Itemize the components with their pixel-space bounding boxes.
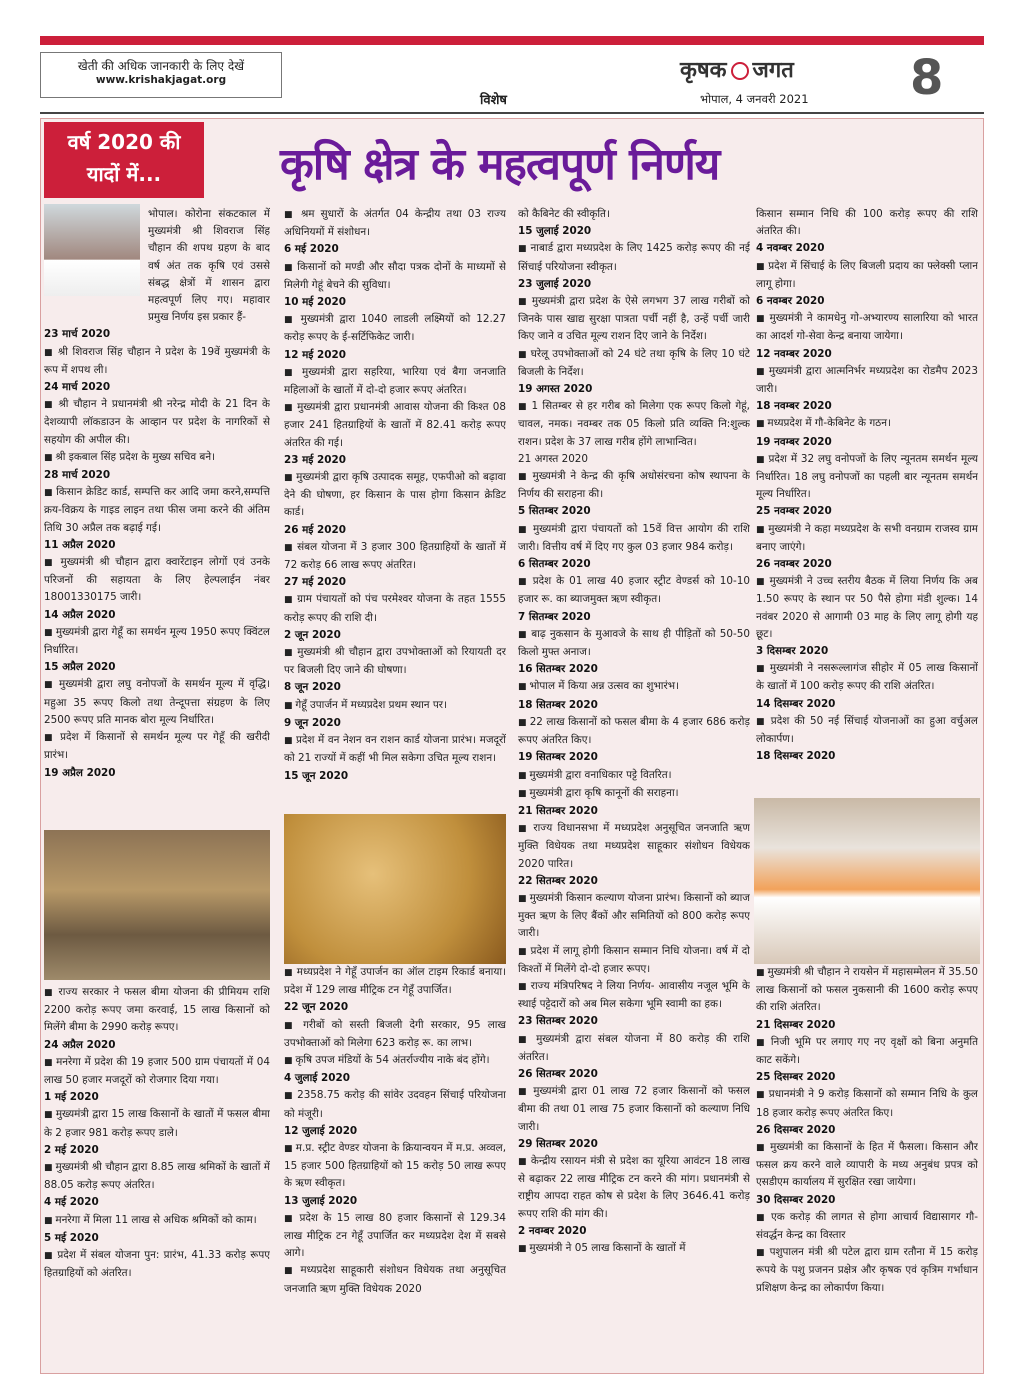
date-heading: 15 जुलाई 2020: [518, 225, 592, 238]
decision-item: ■ मुख्यमंत्री ने नसरूल्लागंज सीहोर में 05 लाख किसानों के खातों में 100 करोड़ रूपए की राशि अंतरित।: [756, 660, 978, 695]
date-heading: 25 नवम्बर 2020: [756, 505, 832, 518]
decision-item: ■ मुख्यमंत्री ने कहा मध्यप्रदेश के सभी वनग्राम राजस्व ग्राम बनाए जाएंगे।: [756, 521, 978, 556]
decision-item: ■ कृषि उपज मंडियों के 54 अंतर्राज्यीय नाके बंद होंगे।: [284, 1052, 506, 1070]
date-heading: 6 नवम्बर 2020: [756, 295, 825, 308]
date-heading: 18 सितम्बर 2020: [518, 698, 598, 711]
decision-item: ■ किसानों को मण्डी और सौदा पत्रक दोनों के माध्यमों से मिलेगी गेहूं बेचने की सुविधा।: [284, 259, 506, 294]
decision-item: ■ संबल योजना में 3 हजार 300 हितग्राहियों के खातों में 72 करोड़ 66 लाख रूपए अंतरित।: [284, 539, 506, 574]
date-heading: 25 दिसम्बर 2020: [756, 1071, 836, 1084]
decision-item: ■ मनरेगा में प्रदेश की 19 हजार 500 ग्राम पंचायतों में 04 लाख 50 हजार मजदूरों को रोजगार दिया गया।: [44, 1054, 270, 1089]
date-heading: 30 दिसम्बर 2020: [756, 1193, 836, 1206]
decision-item: ■ मुख्यमंत्री का किसानों के हित में फैसला। किसान और फसल क्रय करने वाले व्यापारी के मध्य अनुबंध प्रपत्र को एसडीएम कार्यालय में सुरक्षित रखा जायेगा।: [756, 1139, 978, 1192]
date-heading: 27 मई 2020: [284, 576, 346, 589]
decision-item: ■ निजी भूमि पर लगाए गए नए वृक्षों को बिना अनुमति काट सकेंगे।: [756, 1034, 978, 1069]
masthead: [40, 52, 984, 108]
date-heading: 16 सितम्बर 2020: [518, 663, 598, 676]
decision-item: ■ प्रदेश में वन नेशन वन राशन कार्ड योजना प्रारंभ। मजदूरों को 21 राज्यों में कहीं भी मिल सकेगा उचित मूल्य राशन।: [284, 732, 506, 767]
decision-item: ■ राज्य विधानसभा में मध्यप्रदेश अनुसूचित जनजाति ऋण मुक्ति विधेयक तथा मध्यप्रदेश साहूकार संशोधन विधेयक 2020 पारित।: [518, 820, 750, 873]
date-heading: 21 दिसम्बर 2020: [756, 1018, 836, 1031]
date-heading: 22 सितम्बर 2020: [518, 874, 598, 887]
cheque-ceremony-photo: [754, 798, 980, 964]
decision-item: ■ मुख्यमंत्री द्वारा पंचायतों को 15वें वित्त आयोग की राशि जारी। वित्तीय वर्ष में दिए गए कुल 03 हजार 984 करोड़।: [518, 521, 750, 556]
decision-item: ■ एक करोड़ की लागत से होगा आचार्य विद्यासागर गौ-संवर्द्धन केन्द्र का विस्तार: [756, 1209, 978, 1244]
website-url[interactable]: www.krishakjagat.org: [95, 74, 227, 86]
decision-item: ■ मुख्यमंत्री द्वारा कृषि उत्पादक समूह, एफपीओ को बढ़ावा देने की घोषणा, हर किसान के पास होगा किसान क्रेडिट कार्ड।: [284, 469, 506, 522]
date-heading: 5 सितम्बर 2020: [518, 505, 591, 518]
banner-line-1: वर्ष 2020 की: [67, 130, 181, 154]
date-heading: 14 अप्रैल 2020: [44, 608, 116, 621]
decision-item: ■ म.प्र. स्ट्रीट वेण्डर योजना के क्रियान्वयन में म.प्र. अव्वल, 15 हजार 500 हितग्राहियों को 15 करोड़ 50 लाख रूपए के ऋण स्वीकृत।: [284, 1140, 506, 1193]
decision-item: ■ मनरेगा में मिला 11 लाख से अधिक श्रमिकों को काम।: [44, 1212, 270, 1230]
date-heading: 19 नवम्बर 2020: [756, 435, 832, 448]
date-heading: 26 सितम्बर 2020: [518, 1067, 598, 1080]
decision-item: ■ श्री शिवराज सिंह चौहान ने प्रदेश के 19वें मुख्यमंत्री के रूप में शपथ ली।: [44, 344, 270, 379]
decision-item: ■ बाढ़ नुकसान के मुआवजे के साथ ही पीड़ितों को 50-50 किलो मुफ्त अनाज।: [518, 626, 750, 661]
decision-item: ■ मुख्यमंत्री द्वारा कृषि कानूनों की सराहना।: [518, 785, 750, 803]
decision-item: ■ मुख्यमंत्री ने केन्द्र की कृषि अधोसंरचना कोष स्थापना के निर्णय की सराहना की।: [518, 468, 750, 503]
date-heading: 10 मई 2020: [284, 296, 346, 309]
decision-item: ■ मध्यप्रदेश में गौ-केबिनेट के गठन।: [756, 415, 978, 433]
decision-item: ■ मुख्यमंत्री द्वारा गेहूँ का समर्थन मूल्य 1950 रूपए क्विंटल निर्धारित।: [44, 624, 270, 659]
date-heading: 6 सितम्बर 2020: [518, 558, 591, 571]
date-heading: 2 मई 2020: [44, 1143, 99, 1156]
top-red-bar: [40, 36, 984, 45]
logo-left-text: कृषक: [680, 57, 727, 83]
date-heading: 14 दिसम्बर 2020: [756, 697, 836, 710]
date-heading: 4 मई 2020: [44, 1196, 99, 1209]
decision-item: ■ प्रदेश के 15 लाख 80 हजार किसानों से 129.34 लाख मीट्रिक टन गेहूँ उपार्जित कर मध्यप्रदेश देश में सबसे आगे।: [284, 1210, 506, 1263]
decision-item: ■ 1 सितम्बर से हर गरीब को मिलेगा एक रूपए किलो गेहूं, चावल, नमक। नवम्बर तक 05 किलो प्रति व्यक्ति नि:शुल्क राशन। प्रदेश के 37 लाख गरीब होंगे लाभान्वित।: [518, 398, 750, 451]
decision-item: ■ 2358.75 करोड़ की सांवेर उदवहन सिंचाई परियोजना को मंजूरी।: [284, 1087, 506, 1122]
date-heading: 11 अप्रैल 2020: [44, 538, 116, 551]
decision-item: ■ श्री चौहान ने प्रधानमंत्री श्री नरेन्द्र मोदी के 21 दिन के देशव्यापी लॉकडाउन के आव्हान पर प्रदेश के नागरिकों से सहयोग की अपील की।: [44, 396, 270, 449]
decision-item: ■ मुख्यमंत्री द्वारा वनाधिकार पट्टे वितरित।: [518, 767, 750, 785]
decision-item: ■ मुख्यमंत्री ने कामधेनु गो-अभ्यारण्य सालारिया को भारत का आदर्श गो-सेवा केन्द्र बनाया जायेगा।: [756, 310, 978, 345]
date-heading: 28 मार्च 2020: [44, 469, 111, 482]
wheat-photo: [284, 814, 506, 964]
decision-item: ■ मुख्यमंत्री किसान कल्याण योजना प्रारंभ। किसानों को ब्याज मुक्त ऋण के लिए बैंकों और समितियों को 800 करोड़ रूपए जारी।: [518, 890, 750, 943]
decision-item: ■ प्रधानमंत्री ने 9 करोड़ किसानों को सम्मान निधि के कुल 18 हजार करोड़ रूपए अंतरित किए।: [756, 1086, 978, 1121]
article-title: कृषि क्षेत्र के महत्वपूर्ण निर्णय: [280, 139, 720, 190]
date-heading: 24 मार्च 2020: [44, 381, 111, 394]
website-promo-text: खेती की अधिक जानकारी के लिए देखें: [77, 59, 245, 73]
decision-item: ■ मुख्यमंत्री श्री चौहान द्वारा क्वारेंटाइन लोगों एवं उनके परिजनों की सहायता के लिए हेल्पलाईन नंबर 18001330175 जारी।: [44, 554, 270, 607]
date-heading: 21 सितम्बर 2020: [518, 804, 598, 817]
decision-item: ■ गेहूँ उपार्जन में मध्यप्रदेश प्रथम स्थान पर।: [284, 697, 506, 715]
date-heading: 5 मई 2020: [44, 1231, 99, 1244]
date-heading: 22 जून 2020: [284, 1001, 349, 1014]
newspaper-logo: [680, 54, 794, 84]
date-heading: 2 नवम्बर 2020: [518, 1224, 587, 1237]
decision-item: ■ श्रम सुधारों के अंतर्गत 04 केन्द्रीय तथा 03 राज्य अधिनियमों में संशोधन।: [284, 206, 506, 241]
decision-item: ■ मुख्यमंत्री द्वारा 1040 लाडली लक्ष्मियों को 12.27 करोड़ रूपए के ई-सर्टिफिकेट जारी।: [284, 311, 506, 346]
issue-date: भोपाल, 4 जनवरी 2021: [700, 92, 809, 106]
year-banner: [44, 122, 204, 198]
decision-item: ■ मुख्यमंत्री द्वारा सहरिया, भारिया एवं बैगा जनजाति महिलाओं के खातों में दो-दो हजार रूपए अंतरित।: [284, 364, 506, 399]
banner-line-2: यादों में...: [86, 162, 162, 186]
decision-item: ■ मुख्यमंत्री श्री चौहान द्वारा उपभोक्ताओं को रियायती दर पर बिजली दिए जाने की घोषणा।: [284, 644, 506, 679]
date-heading: 23 जुलाई 2020: [518, 277, 592, 290]
decision-item: ■ राज्य मंत्रिपरिषद ने लिया निर्णय- आवासीय नजूल भूमि के स्थाई पट्टेदारों को अब मिल सकेगा भूमि स्वामी का हक।: [518, 978, 750, 1013]
date-heading: 2 जून 2020: [284, 628, 341, 641]
date-heading: 4 जुलाई 2020: [284, 1072, 350, 1085]
decision-item: ■ प्रदेश में किसानों से समर्थन मूल्य पर गेहूँ की खरीदी प्रारंभ।: [44, 729, 270, 764]
decision-item: ■ घरेलू उपभोक्ताओं को 24 घंटे तथा कृषि के लिए 10 घंटे बिजली के निर्देश।: [518, 346, 750, 381]
website-box[interactable]: [40, 52, 282, 98]
date-heading: 23 सितम्बर 2020: [518, 1015, 598, 1028]
date-heading: 29 सितम्बर 2020: [518, 1137, 598, 1150]
date-heading: 9 जून 2020: [284, 716, 341, 729]
continued-text: किसान सम्मान निधि की 100 करोड़ रूपए की राशि अंतरित की।: [756, 208, 978, 238]
decision-item: ■ मुख्यमंत्री ने उच्च स्तरीय बैठक में लिया निर्णय कि अब 1.50 रूपए के स्थान पर 50 पैसे होगा मंडी शुल्क। 14 नवंबर 2020 से आगामी 03 माह के लिए लागू होगी यह छूट।: [756, 573, 978, 643]
date-heading: 18 नवम्बर 2020: [756, 400, 832, 413]
column-4-lower: [756, 964, 978, 1364]
decision-item: ■ राज्य सरकार ने फसल बीमा योजना की प्रीमियम राशि 2200 करोड़ रूपए जमा करवाई, 15 लाख किसानों को मिलेंगे बीमा के 2990 करोड़ रूपए।: [44, 984, 270, 1037]
date-heading: 6 मई 2020: [284, 243, 339, 256]
grain-storage-photo: [44, 830, 270, 980]
decision-item: ■ मध्यप्रदेश साहूकारी संशोधन विधेयक तथा अनुसूचित जनजाति ऋण मुक्ति विधेयक 2020: [284, 1262, 506, 1297]
decision-item: ■ श्री इकबाल सिंह प्रदेश के मुख्य सचिव बने।: [44, 449, 270, 467]
decision-item: ■ भोपाल में किया अन्न उत्सव का शुभारंभ।: [518, 678, 750, 696]
decision-item: ■ मुख्यमंत्री द्वारा प्रदेश के ऐसे लगभग 37 लाख गरीबों को जिनके पास खाद्य सुरक्षा पात्रता पर्ची नहीं है, उन्हें पर्ची जारी किए जाने व उचित मूल्य राशन दिए जाने के निर्देश।: [518, 293, 750, 346]
date-heading: 15 जून 2020: [284, 769, 349, 782]
date-heading: 19 अप्रैल 2020: [44, 766, 116, 779]
column-3: [518, 206, 750, 1364]
date-heading: 23 मई 2020: [284, 453, 346, 466]
date-heading: 26 दिसम्बर 2020: [756, 1123, 836, 1136]
date-heading: 26 मई 2020: [284, 523, 346, 536]
logo-circle-icon: [731, 62, 749, 80]
date-heading: 24 अप्रैल 2020: [44, 1038, 116, 1051]
decision-item: ■ ग्राम पंचायतों को पंच परमेश्वर योजना के तहत 1555 करोड़ रूपए की राशि दी।: [284, 591, 506, 626]
decision-item: ■ प्रदेश में संबल योजना पुन: प्रारंभ, 41.33 करोड़ रूपए हितग्राहियों को अंतरित।: [44, 1247, 270, 1282]
date-heading: 4 नवम्बर 2020: [756, 242, 825, 255]
decision-item: ■ प्रदेश की 50 नई सिंचाई योजनाओं का हुआ वर्चुअल लोकार्पण।: [756, 713, 978, 748]
decision-item: ■ मुख्यमंत्री द्वारा लघु वनोपजों के समर्थन मूल्य में वृद्धि। महुआ 35 रूपए किलो तथा तेन्दूपत्ता संग्रहण के लिए 2500 रूपए प्रति मानक बोरा मूल्य निर्धारित।: [44, 676, 270, 729]
section-label: विशेष: [480, 93, 507, 108]
decision-item: ■ 22 लाख किसानों को फसल बीमा के 4 हजार 686 करोड़ रूपए अंतरित किए।: [518, 714, 750, 749]
decision-item: ■ केन्द्रीय रसायन मंत्री से प्रदेश का यूरिया आवंटन 18 लाख से बढ़ाकर 22 लाख मीट्रिक टन करने की मांग। प्रधानमंत्री से राष्ट्रीय आपदा राहत कोष से प्रदेश के लिए 3646.41 करोड़ रूपए राशि की मांग की।: [518, 1153, 750, 1223]
decision-item: ■ मुख्यमंत्री द्वारा संबल योजना में 80 करोड़ की राशि अंतरित।: [518, 1031, 750, 1066]
date-heading: 12 नवम्बर 2020: [756, 347, 832, 360]
date-heading: 3 दिसम्बर 2020: [756, 645, 829, 658]
date-heading: 19 अगस्त 2020: [518, 383, 593, 396]
date-heading: 19 सितम्बर 2020: [518, 751, 598, 764]
decision-item: ■ मुख्यमंत्री द्वारा आत्मनिर्भर मध्यप्रदेश का रोडमैप 2023 जारी।: [756, 363, 978, 398]
decision-item: ■ प्रदेश के 01 लाख 40 हजार स्ट्रीट वेण्डर्स को 10-10 हजार रू. का ब्याजमुक्त ऋण स्वीकृत।: [518, 573, 750, 608]
date-heading: 7 सितम्बर 2020: [518, 610, 591, 623]
date-heading: 1 मई 2020: [44, 1091, 99, 1104]
decision-item: ■ पशुपालन मंत्री श्री पटेल द्वारा ग्राम रतौना में 15 करोड़ रूपये के पशु प्रजनन प्रक्षेत्र और कृषक एवं कृत्रिम गर्भाधान प्रशिक्षण केन्द्र का लोकार्पण किया।: [756, 1244, 978, 1297]
column-2: [284, 206, 506, 810]
continued-text: को कैबिनेट की स्वीकृति।: [518, 208, 610, 220]
decision-item: ■ गरीबों को सस्ती बिजली देगी सरकार, 95 लाख उपभोक्ताओं को मिलेगा 623 करोड़ रू. का लाभ।: [284, 1017, 506, 1052]
intro-paragraph: भोपाल। कोरोना संकटकाल में मुख्यमंत्री श्री शिवराज सिंह चौहान की शपथ ग्रहण के बाद वर्ष अंत तक कृषि एवं उससे संबद्ध क्षेत्रों में शासन द्वारा महत्वपूर्ण लिए गए। महावार प्रमुख निर्णय इस प्रकार हैं-: [148, 208, 270, 324]
continued-text: 21 अगस्त 2020: [518, 452, 589, 465]
date-heading: 12 मई 2020: [284, 348, 346, 361]
decision-item: ■ प्रदेश में सिंचाई के लिए बिजली प्रदाय का फ्लेक्सी प्लान लागू होगा।: [756, 258, 978, 293]
logo-right-text: जगत: [752, 57, 794, 83]
column-4: [756, 206, 978, 794]
decision-item: ■ प्रदेश में लागू होगी किसान सम्मान निधि योजना। वर्ष में दो किश्तों में मिलेंगे दो-दो हजार रूपए।: [518, 943, 750, 978]
date-heading: 12 जुलाई 2020: [284, 1124, 358, 1137]
decision-item: ■ मध्यप्रदेश ने गेहूँ उपार्जन का ऑल टाइम रिकार्ड बनाया। प्रदेश में 129 लाख मीट्रिक टन गेहूँ उपार्जित।: [284, 964, 506, 999]
date-heading: 18 दिसम्बर 2020: [756, 750, 836, 763]
decision-item: ■ मुख्यमंत्री द्वारा 01 लाख 72 हजार किसानों को फसल बीमा की तथा 01 लाख 75 हजार किसानों को कल्याण निधि जारी।: [518, 1083, 750, 1136]
decision-item: ■ नाबार्ड द्वारा मध्यप्रदेश के लिए 1425 करोड़ रूपए की नई सिंचाई परियोजना स्वीकृत।: [518, 240, 750, 275]
column-1-lower: [44, 984, 270, 1364]
column-2-lower: [284, 964, 506, 1364]
header-divider: [40, 112, 984, 114]
date-heading: 23 मार्च 2020: [44, 328, 111, 341]
date-heading: 13 जुलाई 2020: [284, 1194, 358, 1207]
decision-item: ■ मुख्यमंत्री द्वारा प्रधानमंत्री आवास योजना की किश्त 08 हजार 241 हितग्राहियों के खातों में 82.41 करोड़ रूपए अंतरित की गई।: [284, 399, 506, 452]
page-number: 8: [910, 50, 944, 106]
decision-item: ■ मुख्यमंत्री श्री चौहान ने रायसेन में महासम्मेलन में 35.50 लाख किसानों को फसल नुकसानी की 1600 करोड़ रूपए की राशि अंतरित।: [756, 964, 978, 1017]
decision-item: ■ किसान क्रेडिट कार्ड, सम्पत्ति कर आदि जमा करने,सम्पत्ति क्रय-विक्रय के गाइड लाइन तथा फीस जमा करने की अंतिम तिथि 30 अप्रैल तक बढ़ाई गई।: [44, 484, 270, 537]
decision-item: ■ मुख्यमंत्री ने 05 लाख किसानों के खातों में: [518, 1240, 750, 1258]
decision-item: ■ मुख्यमंत्री द्वारा 15 लाख किसानों के खातों में फसल बीमा के 2 हजार 981 करोड़ रूपए डाले।: [44, 1106, 270, 1141]
date-heading: 26 नवम्बर 2020: [756, 558, 832, 571]
decision-item: ■ मुख्यमंत्री श्री चौहान द्वारा 8.85 लाख श्रमिकों के खातों में 88.05 करोड़ रूपए अंतरित।: [44, 1159, 270, 1194]
date-heading: 8 जून 2020: [284, 681, 341, 694]
decision-item: ■ प्रदेश में 32 लघु वनोपजों के लिए न्यूनतम समर्थन मूल्य निर्धारित। 18 लघु वनोपजों का पहली बार न्यूनतम समर्थन मूल्य निर्धारित।: [756, 451, 978, 504]
date-heading: 15 अप्रैल 2020: [44, 661, 116, 674]
